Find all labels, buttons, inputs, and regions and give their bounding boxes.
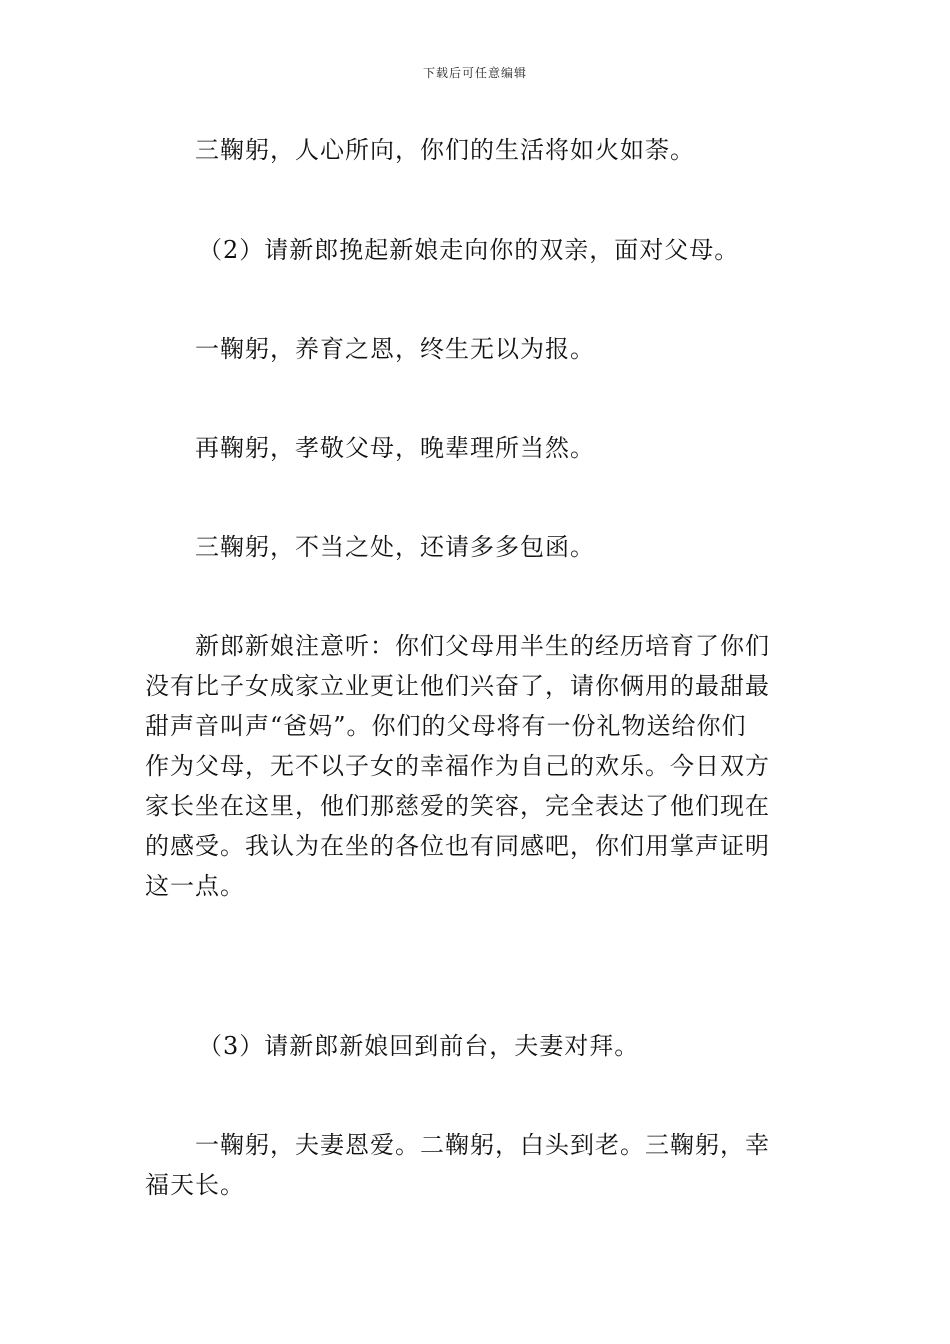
text-line: 再鞠躬，孝敬父母，晚辈理所当然。: [195, 434, 595, 462]
paragraph-5: [195, 527, 860, 567]
text-line: 三鞠躬，不当之处，还请多多包函。: [195, 533, 595, 561]
text-line: 的感受。我认为在坐的各位也有同感吧，你们用掌声证明: [145, 832, 770, 860]
text-line: （3）请新郎新娘回到前台，夫妻对拜。: [198, 1032, 640, 1060]
text-line: 家长坐在这里，他们那慈爱的笑容，完全表达了他们现在: [145, 792, 770, 820]
paragraph-7: [198, 1026, 863, 1066]
paragraph-4: [195, 428, 860, 468]
text-line: 三鞠躬，人心所向，你们的生活将如火如荼。: [195, 136, 695, 164]
text-line: 福天长。: [145, 1171, 245, 1199]
paragraph-8: [145, 1125, 810, 1205]
text-line: 一鞠躬，夫妻恩爱。二鞠躬，白头到老。三鞠躬，幸: [195, 1131, 770, 1159]
page-header: 下载后可任意编辑: [422, 66, 527, 80]
paragraph-6: [145, 626, 810, 906]
text-line: 一鞠躬，养育之恩，终生无以为报。: [195, 335, 595, 363]
paragraph-3: [195, 329, 860, 369]
text-line: 作为父母，无不以子女的幸福作为自己的欢乐。今日双方: [145, 752, 770, 780]
text-line: 新郎新娘注意听：你们父母用半生的经历培育了你们: [195, 632, 770, 660]
text-line: 甜声音叫声“爸妈”。你们的父母将有一份礼物送给你们: [145, 712, 747, 740]
text-line: 这一点。: [145, 872, 245, 900]
paragraph-1: [195, 130, 860, 170]
text-line: 没有比子女成家立业更让他们兴奋了，请你俩用的最甜最: [145, 672, 770, 700]
paragraph-2: [198, 230, 863, 270]
text-line: （2）请新郎挽起新娘走向你的双亲，面对父母。: [198, 236, 740, 264]
